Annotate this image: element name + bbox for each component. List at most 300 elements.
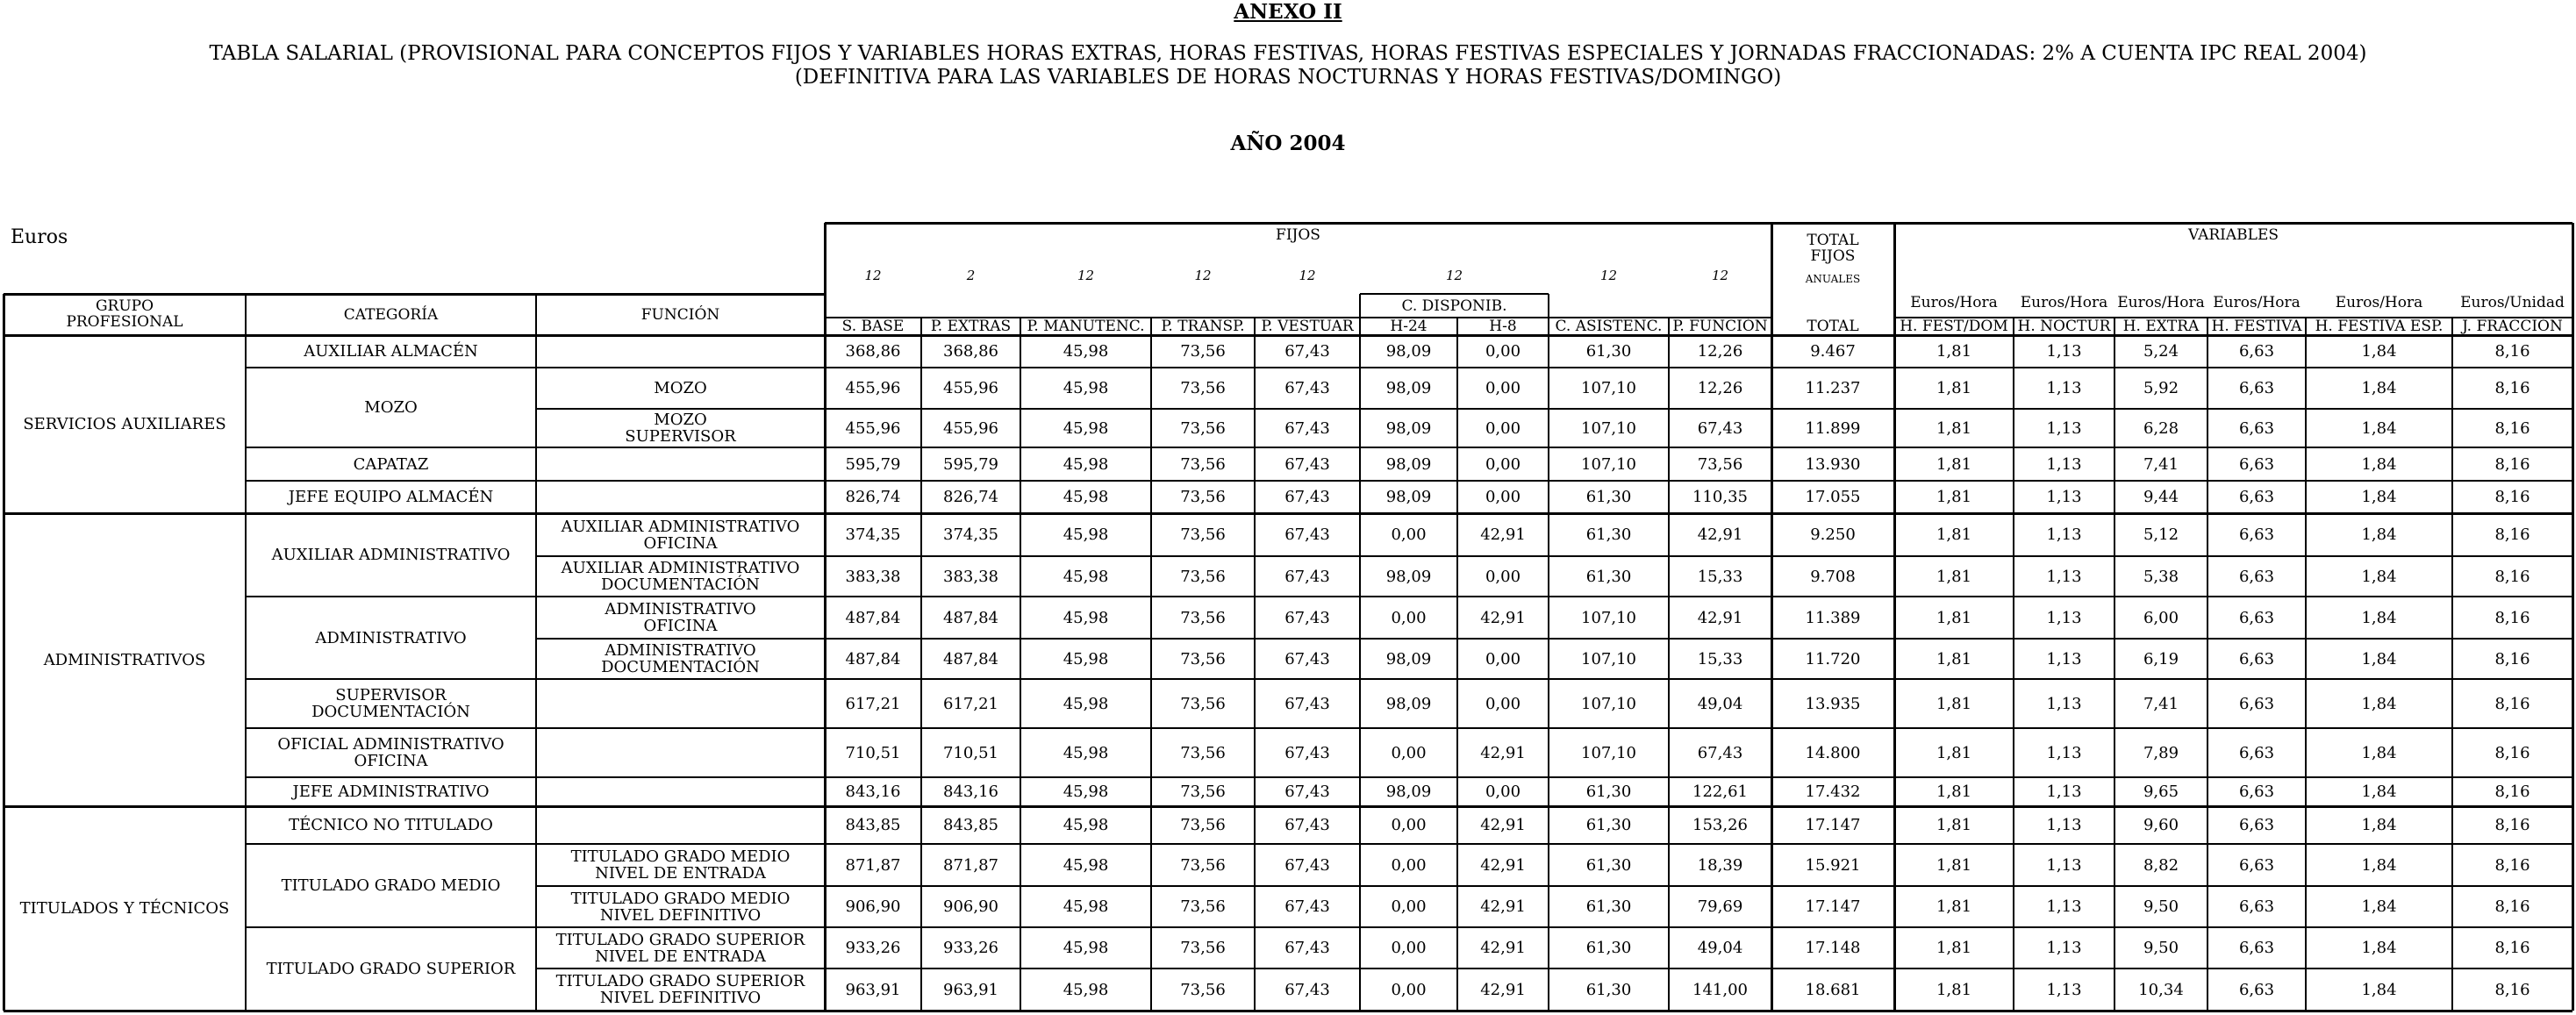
row-rule xyxy=(246,480,2572,482)
value-cell: 455,96 xyxy=(845,379,901,397)
value-cell: 1,84 xyxy=(2361,855,2397,875)
value-cell: 826,74 xyxy=(845,488,901,506)
variable-column-header: H. FESTIVA xyxy=(2211,318,2302,335)
disponib-top-rule xyxy=(1360,293,1549,295)
value-cell: 45,98 xyxy=(1063,649,1109,668)
data-column-rule xyxy=(1020,318,1021,1011)
variable-column-header: H. EXTRA xyxy=(2122,318,2200,335)
value-cell: 1,13 xyxy=(2046,694,2082,713)
data-column-rule xyxy=(1254,318,1256,1011)
value-cell: 1,84 xyxy=(2361,897,2397,916)
value-cell: 6,63 xyxy=(2238,379,2275,397)
fixed-column-header: P. EXTRAS xyxy=(930,318,1012,335)
value-cell: 67,43 xyxy=(1284,488,1330,506)
value-cell: 61,30 xyxy=(1585,488,1632,506)
value-cell: 1,81 xyxy=(1936,418,1972,438)
variable-unit-label: Euros/Hora xyxy=(2213,294,2301,311)
value-cell: 73,56 xyxy=(1180,525,1226,544)
value-cell: 6,63 xyxy=(2238,897,2275,916)
value-cell: 0,00 xyxy=(1391,525,1427,544)
fixed-block-left-rule xyxy=(824,223,826,1011)
value-cell: 9,50 xyxy=(2143,897,2179,916)
value-cell: 0,00 xyxy=(1485,649,1521,668)
annex-title: ANEXO II xyxy=(1234,0,1342,24)
value-cell: 18.681 xyxy=(1805,980,1861,999)
row-rule xyxy=(246,596,2572,597)
table-title-line1: TABLA SALARIAL (PROVISIONAL PARA CONCEPTOS FIJOS Y VARIABLES HORAS EXTRAS, HORAS FESTIVAS, HORAS FESTIVAS ESPECIALES Y JORNADAS FRACCIONADAS: 2% A CUENTA IPC REAL 2004) xyxy=(209,42,2367,65)
categoria-cell: MOZO xyxy=(364,398,418,417)
value-cell: 1,13 xyxy=(2046,855,2082,875)
value-cell: 67,43 xyxy=(1284,379,1330,397)
value-cell: 61,30 xyxy=(1585,525,1632,544)
value-cell: 11.389 xyxy=(1805,608,1861,627)
value-cell: 67,43 xyxy=(1697,418,1743,438)
disponibilidad-header: C. DISPONIB. xyxy=(1401,297,1507,315)
categoria-cell: OFICIAL ADMINISTRATIVO OFICINA xyxy=(277,735,504,770)
value-cell: 1,81 xyxy=(1936,743,1972,762)
value-cell: 0,00 xyxy=(1391,939,1427,957)
value-cell: 107,10 xyxy=(1581,608,1636,627)
value-cell: 61,30 xyxy=(1585,783,1632,801)
value-cell: 826,74 xyxy=(943,488,998,506)
value-cell: 12,26 xyxy=(1697,379,1743,397)
value-cell: 1,84 xyxy=(2361,525,2397,544)
categoria-header: CATEGORÍA xyxy=(343,305,439,324)
value-cell: 98,09 xyxy=(1385,454,1432,474)
value-cell: 61,30 xyxy=(1585,897,1632,916)
value-cell: 73,56 xyxy=(1180,897,1226,916)
value-cell: 73,56 xyxy=(1180,379,1226,397)
value-cell: 67,43 xyxy=(1284,342,1330,361)
value-cell: 8,16 xyxy=(2494,897,2530,916)
value-cell: 1,84 xyxy=(2361,743,2397,762)
value-cell: 15,33 xyxy=(1697,567,1743,586)
payments-count: 2 xyxy=(966,268,976,283)
grupo-profesional-cell: SERVICIOS AUXILIARES xyxy=(23,415,226,433)
value-cell: 7,41 xyxy=(2143,694,2179,713)
value-cell: 0,00 xyxy=(1485,454,1521,474)
value-cell: 8,16 xyxy=(2494,980,2530,999)
value-cell: 61,30 xyxy=(1585,855,1632,875)
value-cell: 8,16 xyxy=(2494,816,2530,834)
disponib-left-rule xyxy=(1359,294,1361,318)
value-cell: 8,16 xyxy=(2494,608,2530,627)
group-rule xyxy=(4,805,2572,808)
value-cell: 1,84 xyxy=(2361,783,2397,801)
value-cell: 1,13 xyxy=(2046,567,2082,586)
value-cell: 8,16 xyxy=(2494,694,2530,713)
value-cell: 1,13 xyxy=(2046,980,2082,999)
total-column-header: TOTAL xyxy=(1807,318,1859,335)
value-cell: 871,87 xyxy=(845,855,901,875)
value-cell: 67,43 xyxy=(1284,694,1330,713)
value-cell: 906,90 xyxy=(845,897,901,916)
value-cell: 1,84 xyxy=(2361,342,2397,361)
value-cell: 5,12 xyxy=(2143,525,2179,544)
value-cell: 6,63 xyxy=(2238,567,2275,586)
value-cell: 67,43 xyxy=(1697,743,1743,762)
grupo-profesional-header: GRUPO PROFESIONAL xyxy=(66,297,183,331)
row-rule xyxy=(246,843,2572,845)
value-cell: 45,98 xyxy=(1063,567,1109,586)
value-cell: 6,63 xyxy=(2238,980,2275,999)
value-cell: 107,10 xyxy=(1581,694,1636,713)
categoria-cell: TITULADO GRADO SUPERIOR xyxy=(266,960,516,978)
value-cell: 5,24 xyxy=(2143,342,2179,361)
value-cell: 843,85 xyxy=(845,816,901,834)
value-cell: 45,98 xyxy=(1063,855,1109,875)
value-cell: 73,56 xyxy=(1180,454,1226,474)
value-cell: 67,43 xyxy=(1284,567,1330,586)
value-cell: 67,43 xyxy=(1284,525,1330,544)
funcion-cell: AUXILIAR ADMINISTRATIVO DOCUMENTACIÓN xyxy=(561,559,800,594)
value-cell: 710,51 xyxy=(845,743,901,762)
value-cell: 45,98 xyxy=(1063,525,1109,544)
fixed-column-header: S. BASE xyxy=(841,318,905,335)
value-cell: 49,04 xyxy=(1697,939,1743,957)
value-cell: 42,91 xyxy=(1480,855,1526,875)
value-cell: 45,98 xyxy=(1063,454,1109,474)
funcion-cell: TITULADO GRADO MEDIO NIVEL DEFINITIVO xyxy=(570,889,791,925)
value-cell: 67,43 xyxy=(1284,855,1330,875)
value-cell: 1,84 xyxy=(2361,567,2397,586)
value-cell: 0,00 xyxy=(1391,743,1427,762)
value-cell: 73,56 xyxy=(1180,816,1226,834)
value-cell: 1,81 xyxy=(1936,488,1972,506)
variable-unit-label: Euros/Unidad xyxy=(2460,294,2565,311)
value-cell: 49,04 xyxy=(1697,694,1743,713)
value-cell: 368,86 xyxy=(845,342,901,361)
data-column-rule xyxy=(1548,318,1549,1011)
value-cell: 487,84 xyxy=(943,608,998,627)
value-cell: 73,56 xyxy=(1180,855,1226,875)
value-cell: 9,50 xyxy=(2143,939,2179,957)
value-cell: 9.708 xyxy=(1810,567,1856,586)
value-cell: 1,13 xyxy=(2046,608,2082,627)
data-column-rule xyxy=(1150,318,1152,1011)
value-cell: 1,84 xyxy=(2361,454,2397,474)
table-right-rule xyxy=(2572,223,2574,1011)
categoria-cell: SUPERVISOR DOCUMENTACIÓN xyxy=(311,686,470,721)
variable-unit-label: Euros/Hora xyxy=(2335,294,2423,311)
value-cell: 67,43 xyxy=(1284,783,1330,801)
value-cell: 0,00 xyxy=(1485,418,1521,438)
value-cell: 5,92 xyxy=(2143,379,2179,397)
value-cell: 6,63 xyxy=(2238,488,2275,506)
value-cell: 963,91 xyxy=(943,980,998,999)
fijos-group-header: FIJOS xyxy=(1276,226,1320,244)
value-cell: 1,13 xyxy=(2046,743,2082,762)
value-cell: 98,09 xyxy=(1385,649,1432,668)
data-column-rule xyxy=(1456,318,1458,1011)
value-cell: 843,16 xyxy=(943,783,998,801)
value-cell: 15.921 xyxy=(1805,855,1861,875)
value-cell: 1,13 xyxy=(2046,488,2082,506)
value-cell: 42,91 xyxy=(1697,525,1743,544)
data-column-rule xyxy=(2013,318,2014,1011)
funcion-cell: ADMINISTRATIVO OFICINA xyxy=(605,600,756,635)
fixed-column-header: H-8 xyxy=(1489,318,1517,335)
categoria-cell: ADMINISTRATIVO xyxy=(315,628,467,647)
row-rule xyxy=(246,447,2572,448)
data-column-rule xyxy=(1668,318,1670,1011)
value-cell: 9,60 xyxy=(2143,816,2179,834)
value-cell: 79,69 xyxy=(1697,897,1743,916)
variable-column-header: H. NOCTUR xyxy=(2017,318,2111,335)
value-cell: 710,51 xyxy=(943,743,998,762)
value-cell: 61,30 xyxy=(1585,342,1632,361)
value-cell: 6,28 xyxy=(2143,418,2179,438)
value-cell: 42,91 xyxy=(1697,608,1743,627)
header-bottom-rule xyxy=(4,334,2572,337)
data-column-rule xyxy=(1359,318,1361,1011)
value-cell: 7,89 xyxy=(2143,743,2179,762)
value-cell: 1,81 xyxy=(1936,379,1972,397)
data-column-rule xyxy=(920,318,922,1011)
value-cell: 0,00 xyxy=(1485,379,1521,397)
value-cell: 1,13 xyxy=(2046,897,2082,916)
payments-count: 12 xyxy=(1711,268,1729,283)
row-rule xyxy=(536,638,2572,640)
table-bottom-rule xyxy=(4,1010,2572,1012)
value-cell: 107,10 xyxy=(1581,418,1636,438)
categoria-cell: TÉCNICO NO TITULADO xyxy=(289,816,493,834)
table-top-rule xyxy=(825,222,2572,225)
value-cell: 73,56 xyxy=(1180,418,1226,438)
value-cell: 8,16 xyxy=(2494,418,2530,438)
variable-unit-label: Euros/Hora xyxy=(2020,294,2108,311)
value-cell: 15,33 xyxy=(1697,649,1743,668)
disponib-right-rule xyxy=(1548,294,1549,318)
categoria-cell: JEFE EQUIPO ALMACÉN xyxy=(288,488,494,506)
value-cell: 73,56 xyxy=(1180,783,1226,801)
value-cell: 1,13 xyxy=(2046,379,2082,397)
value-cell: 0,00 xyxy=(1485,488,1521,506)
grupo-profesional-cell: TITULADOS Y TÉCNICOS xyxy=(19,899,230,918)
total-left-rule xyxy=(1771,223,1773,1011)
value-cell: 8,16 xyxy=(2494,342,2530,361)
value-cell: 843,85 xyxy=(943,816,998,834)
value-cell: 368,86 xyxy=(943,342,998,361)
value-cell: 871,87 xyxy=(943,855,998,875)
row-rule xyxy=(246,926,2572,928)
value-cell: 8,16 xyxy=(2494,649,2530,668)
value-cell: 42,91 xyxy=(1480,525,1526,544)
value-cell: 1,81 xyxy=(1936,454,1972,474)
value-cell: 67,43 xyxy=(1284,454,1330,474)
row-rule xyxy=(246,727,2572,729)
funcion-cell: MOZO SUPERVISOR xyxy=(625,411,736,446)
variables-left-rule xyxy=(1893,223,1896,1011)
value-cell: 595,79 xyxy=(943,454,998,474)
value-cell: 17.148 xyxy=(1805,939,1861,957)
value-cell: 98,09 xyxy=(1385,342,1432,361)
value-cell: 8,16 xyxy=(2494,567,2530,586)
value-cell: 12,26 xyxy=(1697,342,1743,361)
value-cell: 73,56 xyxy=(1180,694,1226,713)
funcion-cell: ADMINISTRATIVO DOCUMENTACIÓN xyxy=(601,641,760,676)
value-cell: 8,16 xyxy=(2494,379,2530,397)
salary-table xyxy=(4,223,2572,1011)
value-cell: 1,13 xyxy=(2046,939,2082,957)
variable-column-header: J. FRACCIÓN xyxy=(2462,318,2563,335)
value-cell: 0,00 xyxy=(1391,855,1427,875)
value-cell: 6,63 xyxy=(2238,649,2275,668)
value-cell: 61,30 xyxy=(1585,980,1632,999)
row-rule xyxy=(536,408,2572,410)
value-cell: 6,63 xyxy=(2238,855,2275,875)
value-cell: 1,13 xyxy=(2046,418,2082,438)
year-title: AÑO 2004 xyxy=(1230,132,1346,155)
value-cell: 0,00 xyxy=(1391,897,1427,916)
value-cell: 107,10 xyxy=(1581,379,1636,397)
value-cell: 455,96 xyxy=(943,418,998,438)
value-cell: 7,41 xyxy=(2143,454,2179,474)
value-cell: 73,56 xyxy=(1180,980,1226,999)
value-cell: 933,26 xyxy=(845,939,901,957)
value-cell: 6,63 xyxy=(2238,418,2275,438)
value-cell: 8,16 xyxy=(2494,783,2530,801)
value-cell: 0,00 xyxy=(1391,980,1427,999)
payments-count: 12 xyxy=(864,268,882,283)
subheader-rule xyxy=(825,317,1771,318)
value-cell: 98,09 xyxy=(1385,488,1432,506)
value-cell: 61,30 xyxy=(1585,567,1632,586)
row-rule xyxy=(536,968,2572,969)
categoria-cell: AUXILIAR ALMACÉN xyxy=(304,342,478,361)
value-cell: 45,98 xyxy=(1063,342,1109,361)
value-cell: 6,63 xyxy=(2238,939,2275,957)
table-title-line2: (DEFINITIVA PARA LAS VARIABLES DE HORAS NOCTURNAS Y HORAS FESTIVAS/DOMINGO) xyxy=(794,66,1782,89)
currency-label: Euros xyxy=(11,226,68,248)
value-cell: 8,16 xyxy=(2494,454,2530,474)
fixed-column-header: H-24 xyxy=(1390,318,1428,335)
table-left-rule xyxy=(3,294,5,1011)
value-cell: 42,91 xyxy=(1480,816,1526,834)
funcion-cell: AUXILIAR ADMINISTRATIVO OFICINA xyxy=(561,517,800,553)
value-cell: 67,43 xyxy=(1284,939,1330,957)
value-cell: 67,43 xyxy=(1284,980,1330,999)
value-cell: 906,90 xyxy=(943,897,998,916)
value-cell: 107,10 xyxy=(1581,743,1636,762)
value-cell: 8,16 xyxy=(2494,743,2530,762)
fixed-column-header: P. TRANSP. xyxy=(1161,318,1245,335)
value-cell: 17.147 xyxy=(1805,816,1861,834)
variable-unit-label: Euros/Hora xyxy=(1910,294,1998,311)
value-cell: 1,13 xyxy=(2046,454,2082,474)
value-cell: 383,38 xyxy=(943,567,998,586)
value-cell: 1,81 xyxy=(1936,525,1972,544)
value-cell: 1,13 xyxy=(2046,649,2082,668)
payments-count: 12 xyxy=(1077,268,1095,283)
value-cell: 8,82 xyxy=(2143,855,2179,875)
categoria-cell: CAPATAZ xyxy=(353,454,429,474)
value-cell: 73,56 xyxy=(1180,608,1226,627)
value-cell: 1,81 xyxy=(1936,608,1972,627)
value-cell: 6,63 xyxy=(2238,608,2275,627)
value-cell: 963,91 xyxy=(845,980,901,999)
value-cell: 98,09 xyxy=(1385,694,1432,713)
value-cell: 9.250 xyxy=(1810,525,1856,544)
value-cell: 13.930 xyxy=(1805,454,1861,474)
value-cell: 11.899 xyxy=(1805,418,1861,438)
data-column-rule xyxy=(2451,318,2453,1011)
value-cell: 1,13 xyxy=(2046,525,2082,544)
value-cell: 595,79 xyxy=(845,454,901,474)
value-cell: 6,63 xyxy=(2238,525,2275,544)
value-cell: 1,81 xyxy=(1936,939,1972,957)
value-cell: 1,84 xyxy=(2361,608,2397,627)
fixed-column-header: P. FUNCIÓN xyxy=(1672,318,1768,335)
value-cell: 487,84 xyxy=(943,649,998,668)
value-cell: 617,21 xyxy=(943,694,998,713)
value-cell: 374,35 xyxy=(943,525,998,544)
value-cell: 6,63 xyxy=(2238,816,2275,834)
value-cell: 67,43 xyxy=(1284,816,1330,834)
payments-count: 12 xyxy=(1599,268,1618,283)
value-cell: 1,81 xyxy=(1936,567,1972,586)
value-cell: 8,16 xyxy=(2494,488,2530,506)
value-cell: 1,84 xyxy=(2361,816,2397,834)
grupo-column-rule xyxy=(245,294,247,1011)
value-cell: 141,00 xyxy=(1692,980,1748,999)
value-cell: 67,43 xyxy=(1284,743,1330,762)
row-rule xyxy=(246,776,2572,778)
total-fijos-subheader: ANUALES xyxy=(1805,273,1861,285)
value-cell: 45,98 xyxy=(1063,608,1109,627)
funcion-header: FUNCIÓN xyxy=(640,305,720,324)
variables-group-header: VARIABLES xyxy=(2187,226,2279,244)
value-cell: 73,56 xyxy=(1697,454,1743,474)
payments-count: 12 xyxy=(1194,268,1212,283)
value-cell: 73,56 xyxy=(1180,939,1226,957)
value-cell: 487,84 xyxy=(845,608,901,627)
value-cell: 1,81 xyxy=(1936,649,1972,668)
value-cell: 1,84 xyxy=(2361,939,2397,957)
value-cell: 122,61 xyxy=(1692,783,1748,801)
value-cell: 14.800 xyxy=(1805,743,1861,762)
row-rule xyxy=(246,678,2572,680)
value-cell: 45,98 xyxy=(1063,488,1109,506)
value-cell: 8,16 xyxy=(2494,939,2530,957)
value-cell: 0,00 xyxy=(1485,567,1521,586)
value-cell: 6,63 xyxy=(2238,783,2275,801)
value-cell: 73,56 xyxy=(1180,342,1226,361)
value-cell: 374,35 xyxy=(845,525,901,544)
fixed-column-header: P. MANUTENC. xyxy=(1027,318,1145,335)
value-cell: 9,44 xyxy=(2143,488,2179,506)
value-cell: 1,81 xyxy=(1936,855,1972,875)
value-cell: 1,81 xyxy=(1936,694,1972,713)
value-cell: 67,43 xyxy=(1284,897,1330,916)
payments-count: 12 xyxy=(1299,268,1316,283)
value-cell: 45,98 xyxy=(1063,694,1109,713)
data-column-rule xyxy=(2305,318,2307,1011)
value-cell: 73,56 xyxy=(1180,488,1226,506)
payments-count: 12 xyxy=(1445,268,1463,283)
categoria-column-rule xyxy=(535,294,537,1011)
value-cell: 1,81 xyxy=(1936,816,1972,834)
value-cell: 10,34 xyxy=(2138,980,2184,999)
row-rule xyxy=(536,885,2572,887)
value-cell: 0,00 xyxy=(1485,342,1521,361)
value-cell: 45,98 xyxy=(1063,379,1109,397)
group-rule xyxy=(4,512,2572,515)
value-cell: 1,84 xyxy=(2361,649,2397,668)
value-cell: 1,84 xyxy=(2361,694,2397,713)
value-cell: 45,98 xyxy=(1063,816,1109,834)
subheader-rule xyxy=(1894,317,2572,318)
